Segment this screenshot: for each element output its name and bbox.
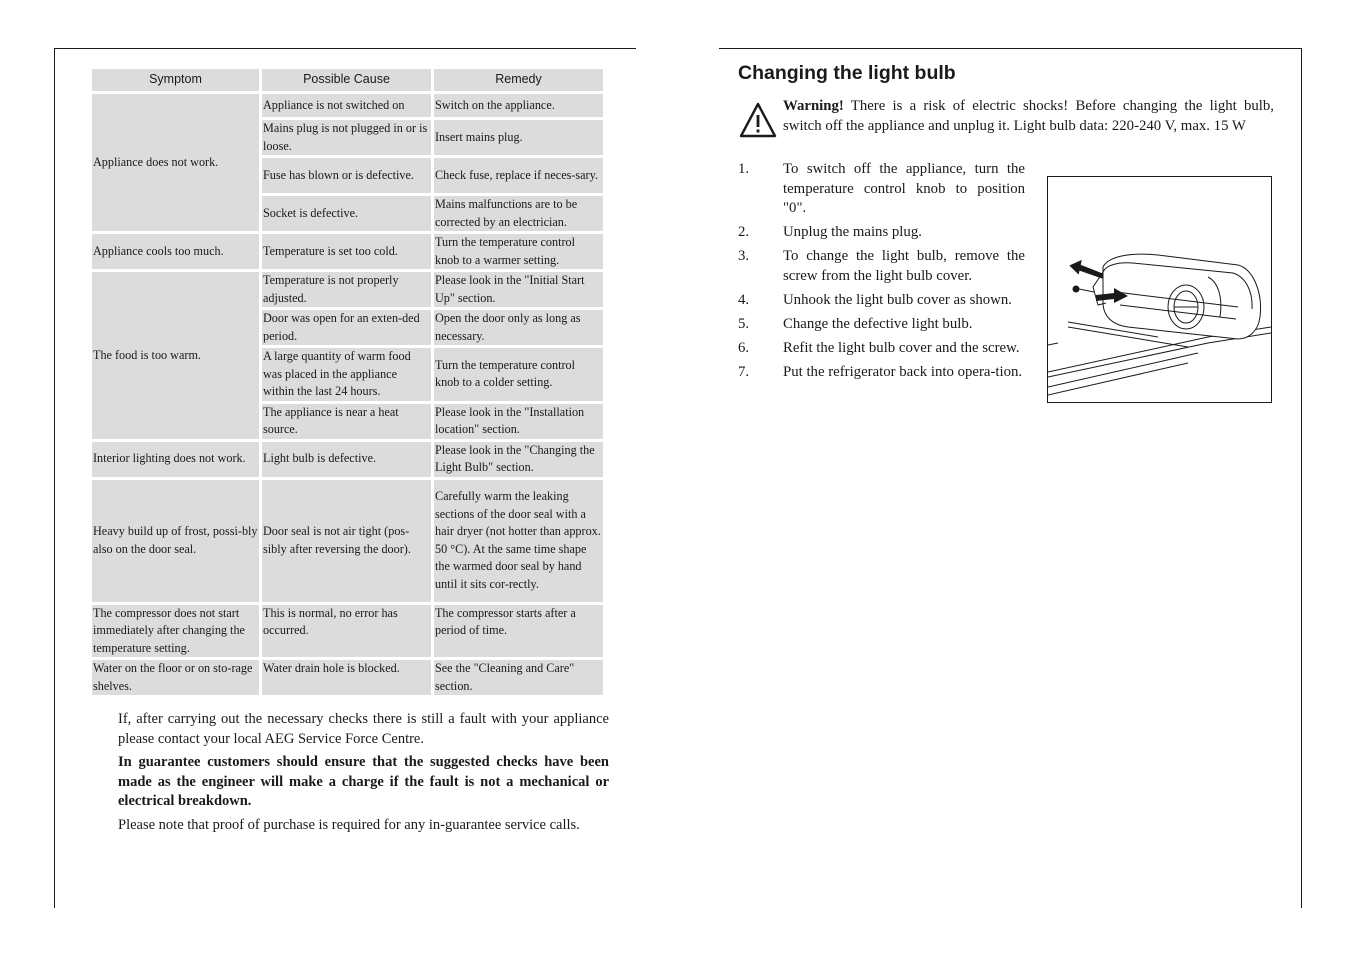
warning-body: There is a risk of electric shocks! Before changing the light bulb, switch off the appliance and unplug it. Light bulb data: 220-240 V, max. 15 W	[783, 98, 1274, 134]
remedy-cell: Please look in the "Changing the Light Bulb" section.	[434, 442, 603, 477]
guarantee-note-paragraph: In guarantee customers should ensure that the suggested checks have been made as the engineer will make a charge if the fault is not a mechanical or electrical breakdown.	[118, 754, 609, 809]
warning-text	[783, 97, 1274, 136]
table-row	[92, 272, 603, 307]
remedy-cell: Insert mains plug.	[434, 120, 603, 155]
table-row	[92, 234, 603, 269]
cause-cell: A large quantity of warm food was placed in the appliance within the last 24 hours.	[262, 348, 431, 401]
cause-cell: Socket is defective.	[262, 196, 431, 231]
section-heading: Changing the light bulb	[738, 62, 956, 84]
header-symptom: Symptom	[92, 69, 259, 91]
symptom-cell: Interior lighting does not work.	[92, 442, 259, 477]
remedy-cell: Please look in the "Installation location" section.	[434, 404, 603, 439]
light-bulb-cover-drawing	[1048, 177, 1271, 402]
symptom-cell: Appliance cools too much.	[92, 234, 259, 269]
remedy-cell: The compressor starts after a period of time.	[434, 605, 603, 658]
step-text: To switch off the appliance, turn the temperature control knob to position "0".	[783, 161, 1025, 216]
cause-cell: Fuse has blown or is defective.	[262, 158, 431, 193]
warning-label: Warning!	[783, 98, 844, 114]
remedy-cell: Mains malfunctions are to be corrected by an electrician.	[434, 196, 603, 231]
left-page-top-rule	[54, 48, 636, 49]
remedy-cell: Carefully warm the leaking sections of the door seal with a hair dryer (not hotter than approx. 50 °C). At the same time shape the warmed door seal by hand until it sits cor-rectly.	[434, 480, 603, 602]
right-page-side-rule	[1301, 48, 1302, 908]
cause-cell: Temperature is set too cold.	[262, 234, 431, 269]
cause-cell: Door was open for an exten-ded period.	[262, 310, 431, 345]
cause-cell: Light bulb is defective.	[262, 442, 431, 477]
symptom-cell: The compressor does not start immediately after changing the temperature setting.	[92, 605, 259, 658]
cause-cell: Door seal is not air tight (pos-sibly after reversing the door).	[262, 480, 431, 602]
warning-triangle-icon	[739, 102, 777, 138]
steps-list	[738, 160, 1025, 387]
step-number: 7.	[738, 363, 750, 380]
step-number: 6.	[738, 339, 750, 356]
step-text: Unhook the light bulb cover as shown.	[783, 291, 1012, 308]
list-item	[738, 315, 1025, 335]
symptom-cell: The food is too warm.	[92, 272, 259, 439]
table-row	[92, 442, 603, 477]
remedy-cell: Turn the temperature control knob to a colder setting.	[434, 348, 603, 401]
service-note-paragraph: If, after carrying out the necessary checks there is still a fault with your appliance please contact your local AEG Service Force Centre.	[118, 711, 609, 747]
list-item	[738, 291, 1025, 311]
header-remedy: Remedy	[434, 69, 603, 91]
cause-cell: Mains plug is not plugged in or is loose.	[262, 120, 431, 155]
list-item	[738, 247, 1025, 286]
remedy-cell: Turn the temperature control knob to a warmer setting.	[434, 234, 603, 269]
step-text: Put the refrigerator back into opera-tion.	[783, 363, 1023, 380]
step-text: To change the light bulb, remove the screw from the light bulb cover.	[783, 248, 1025, 284]
step-text: Refit the light bulb cover and the screw.	[783, 339, 1020, 356]
step-text: Change the defective light bulb.	[783, 315, 973, 332]
step-number: 1.	[738, 161, 750, 177]
list-item	[738, 339, 1025, 359]
remedy-cell: See the "Cleaning and Care" section.	[434, 660, 603, 695]
table-header-row	[92, 69, 603, 91]
step-text: Unplug the mains plug.	[783, 224, 922, 240]
list-item	[738, 363, 1025, 383]
proof-of-purchase-paragraph: Please note that proof of purchase is required for any in-guarantee service calls.	[118, 817, 580, 833]
table-row	[92, 94, 603, 117]
cause-cell: Water drain hole is blocked.	[262, 660, 431, 695]
left-page-side-rule	[54, 48, 55, 908]
step-number: 4.	[738, 291, 750, 308]
remedy-cell: Open the door only as long as necessary.	[434, 310, 603, 345]
header-possible-cause: Possible Cause	[262, 69, 431, 91]
remedy-cell: Check fuse, replace if neces-sary.	[434, 158, 603, 193]
step-number: 3.	[738, 248, 750, 264]
step-number: 5.	[738, 315, 750, 332]
table-row	[92, 605, 603, 658]
step-number: 2.	[738, 224, 750, 240]
light-bulb-illustration	[1047, 176, 1272, 403]
symptom-cell: Heavy build up of frost, possi-bly also on the door seal.	[92, 480, 259, 602]
list-item	[738, 223, 1025, 243]
symptom-cell: Water on the floor or on sto-rage shelves.	[92, 660, 259, 695]
symptom-cell: Appliance does not work.	[92, 94, 259, 231]
cause-cell: The appliance is near a heat source.	[262, 404, 431, 439]
troubleshooting-table	[89, 66, 606, 698]
right-page-top-rule	[719, 48, 1301, 49]
cause-cell: Temperature is not properly adjusted.	[262, 272, 431, 307]
table-row	[92, 480, 603, 602]
list-item	[738, 160, 1025, 219]
remedy-cell: Switch on the appliance.	[434, 94, 603, 117]
cause-cell: Appliance is not switched on	[262, 94, 431, 117]
table-row	[92, 660, 603, 695]
cause-cell: This is normal, no error has occurred.	[262, 605, 431, 658]
remedy-cell: Please look in the "Initial Start Up" section.	[434, 272, 603, 307]
